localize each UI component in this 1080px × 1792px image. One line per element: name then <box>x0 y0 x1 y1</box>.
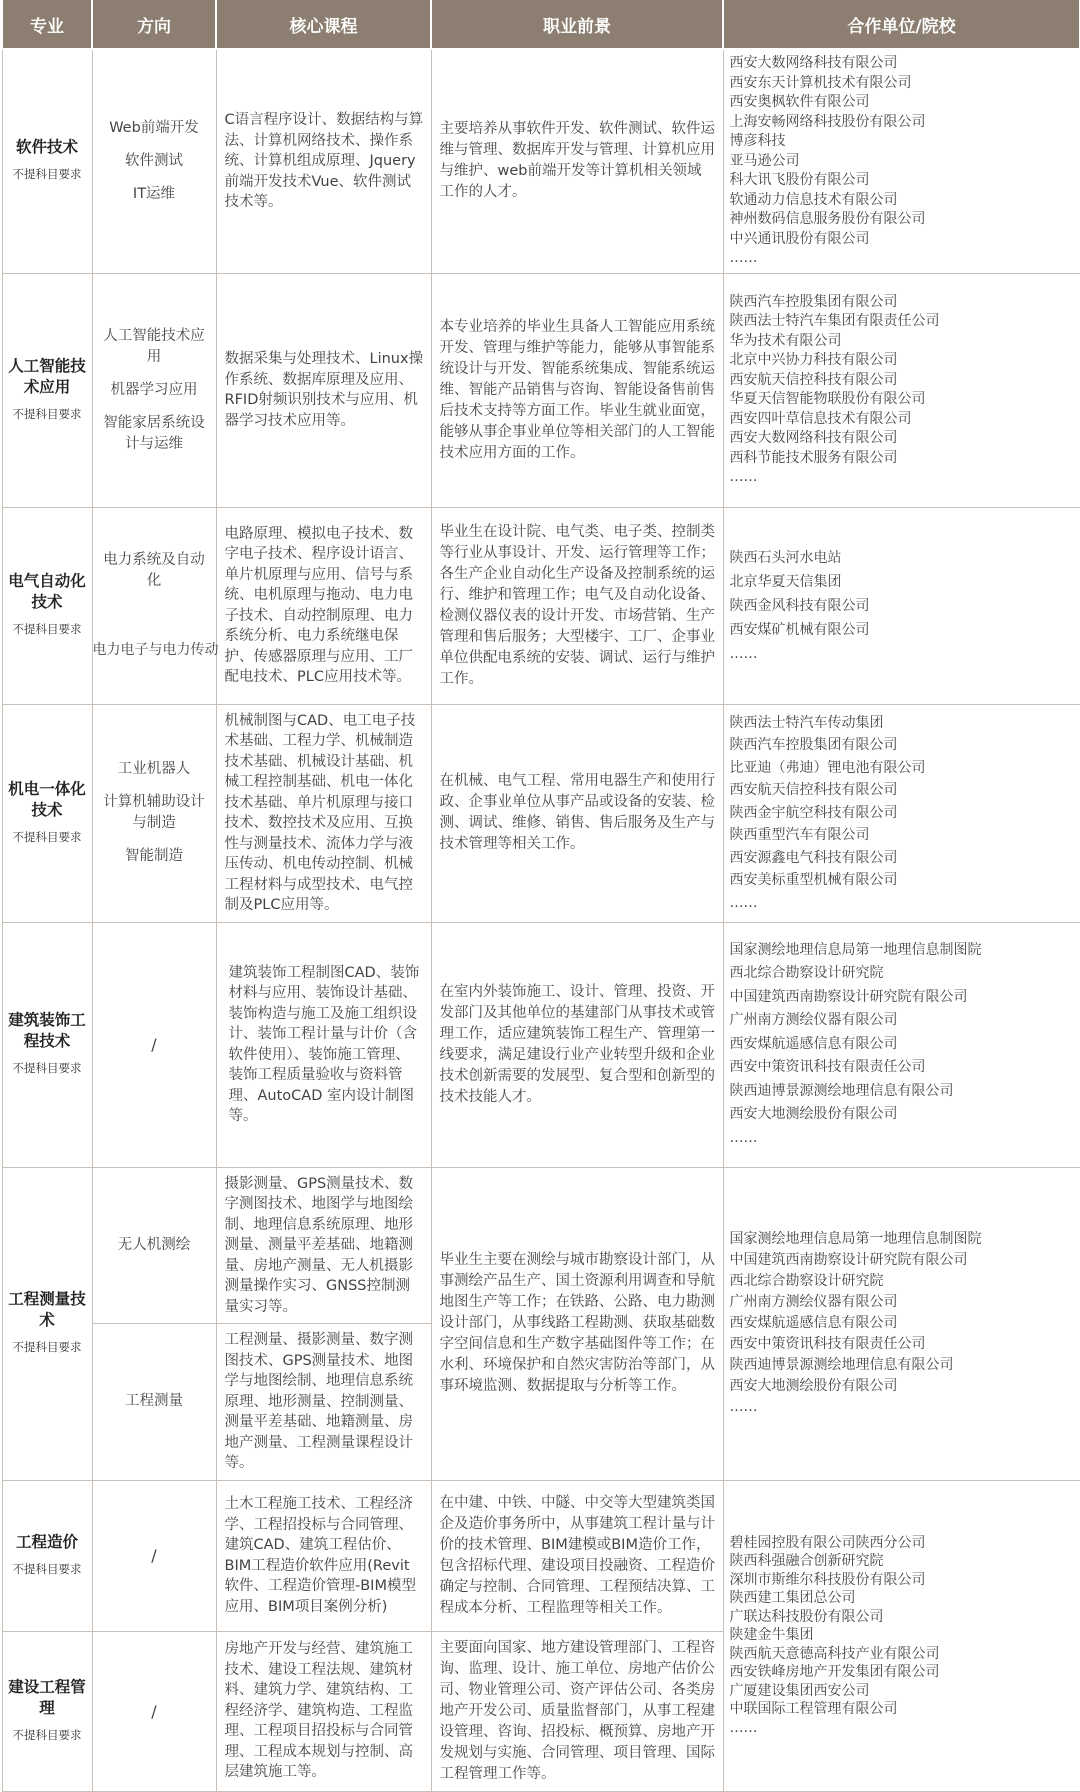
partner-item: 比亚迪（弗迪）锂电池有限公司 <box>729 759 926 776</box>
majors-table <box>1 0 1080 1792</box>
major-cell <box>2 1480 92 1631</box>
direction-cell <box>92 49 216 273</box>
career-cell: 毕业生主要在测绘与城市勘察设计部门，从事测绘产品生产、国土资源利用调查和导航地图生产等工作；在铁路、公路、电力勘测设计部门，从事线路工程勘测、获取基础数字空间信息和生产数字基础图件等工作；在水利、环境保护和自然灾害防治等部门，从事环境监测、数据提取与分析等工作。 <box>431 1167 723 1480</box>
partner-item: 陕西重型汽车有限公司 <box>729 827 870 844</box>
partner-item: …… <box>729 1399 758 1415</box>
partner-item: 华夏天信智能物联股份有限公司 <box>729 391 926 407</box>
major-name: 工程造价 <box>15 1532 78 1551</box>
subject-requirement: 不提科目要求 <box>12 622 82 636</box>
courses-cell: 土木工程施工技术、工程经济学、工程招投标与合同管理、建筑CAD、建筑工程估价、BIM工程造价软件应用(Revit软件、工程造价管理-BIM模型应用、BIM项目案例分析) <box>216 1480 431 1631</box>
partners-cell <box>723 273 1080 507</box>
direction-item: 智能制造 <box>125 848 183 864</box>
partner-item: …… <box>729 250 758 266</box>
header-partners: 合作单位/院校 <box>723 0 1080 49</box>
partner-item: 西北综合勘察设计研究院 <box>729 965 884 982</box>
subject-requirement: 不提科目要求 <box>12 1561 82 1576</box>
partner-item: 西安大地测绘股份有限公司 <box>729 1106 898 1123</box>
header-career: 职业前景 <box>431 0 723 49</box>
subject-requirement: 不提科目要求 <box>12 1340 82 1354</box>
partner-item: 国家测绘地理信息局第一地理信息制图院 <box>729 1231 982 1247</box>
partner-item: 陕西科强融合创新研究院 <box>729 1553 884 1570</box>
partners-cell <box>723 507 1080 704</box>
partner-item: 上海安畅网络科技股份有限公司 <box>729 113 926 130</box>
major-name: 建筑装饰工程技术 <box>8 1011 86 1050</box>
direction-cell <box>92 507 219 704</box>
partner-item: 碧桂园控股有限公司陕西分公司 <box>729 1534 926 1551</box>
major-name: 工程测量技术 <box>8 1290 86 1329</box>
major-name: 软件技术 <box>15 138 78 157</box>
partner-item: 西安航天信控科技有限公司 <box>729 782 898 799</box>
table-row <box>2 49 1080 273</box>
partner-item: 西安源鑫电气科技有限公司 <box>729 849 898 866</box>
major-cell <box>2 507 92 704</box>
subject-requirement: 不提科目要求 <box>12 1061 82 1075</box>
courses-cell: 建筑装饰工程制图CAD、装饰材料与应用、装饰设计基础、装饰构造与施工及施工组织设计、装饰工程计量与计价（含软件使用）、装饰施工管理、装饰工程质量验收与资料管理、AutoCAD 室内设计制图等。 <box>216 922 431 1167</box>
header-courses: 核心课程 <box>216 0 431 49</box>
partner-item: 西安奥枫软件有限公司 <box>729 94 870 110</box>
partner-item: 西安东天计算机技术有限公司 <box>729 74 912 91</box>
partner-item: …… <box>729 1129 758 1146</box>
partner-item: 深圳市斯维尔科技股份有限公司 <box>729 1571 926 1588</box>
partner-item: 西安铁峰房地产开发集团有限公司 <box>729 1664 940 1681</box>
courses-cell: 工程测量、摄影测量、数字测图技术、GPS测量技术、地图学与地图绘制、地理信息系统原理、地形测量、控制测量、测量平差基础、地籍测量、房地产测量、工程测量课程设计等。 <box>216 1324 431 1481</box>
partner-item: 陕建金牛集团 <box>729 1627 814 1644</box>
partner-item: 广联达科技股份有限公司 <box>729 1608 884 1625</box>
courses-cell: C语言程序设计、数据结构与算法、计算机网络技术、操作系统、计算机组成原理、Jquery前端开发技术Vue、软件测试技术等。 <box>216 49 431 273</box>
courses-cell: 数据采集与处理技术、Linux操作系统、数据库原理及应用、RFID射频识别技术与应用、机器学习技术应用等。 <box>216 273 431 507</box>
partner-item: 陕西汽车控股集团有限公司 <box>729 737 898 754</box>
partner-item: 西安大地测绘股份有限公司 <box>729 1378 898 1394</box>
courses-cell: 摄影测量、GPS测量技术、数字测图技术、地图学与地图绘制、地理信息系统原理、地形测量、测量平差基础、地籍测量、房地产测量、无人机摄影测量操作实习、GNSS控制测量实习等。 <box>216 1167 431 1324</box>
table-row <box>2 507 1080 704</box>
major-name: 电气自动化技术 <box>8 572 86 611</box>
table-row <box>2 704 1080 922</box>
career-cell: 主要培养从事软件开发、软件测试、软件运维与管理、数据库开发与管理、计算机应用与维护、web前端开发等计算机相关领域工作的人才。 <box>431 49 723 273</box>
major-cell <box>2 1167 92 1480</box>
direction-item: Web前端开发 <box>109 119 199 136</box>
table-row <box>2 1167 1080 1324</box>
table-row <box>2 273 1080 507</box>
direction-cell: / <box>92 1480 216 1631</box>
partner-item: …… <box>729 1719 758 1736</box>
partner-item: 陕西建工集团总公司 <box>729 1590 856 1607</box>
career-cell: 在室内外装饰施工、设计、管理、投资、开发部门及其他单位的基建部门从事技术或管理工作，适应建筑装饰工程生产、管理第一线要求，满足建设行业产业转型升级和企业技术创新需要的发展型、复合型和创新型的技术技能人才。 <box>431 922 723 1167</box>
partner-item: 西安煤航遥感信息有限公司 <box>729 1035 898 1052</box>
courses-cell: 机械制图与CAD、电工电子技术基础、工程力学、机械制造技术基础、机械设计基础、机械工程控制基础、机电一体化技术基础、单片机原理与接口技术、数控技术及应用、互换性与测量技术、流体力学与液压传动、机电传动控制、机械工程材料与成型技术、电气控制及PLC应用等。 <box>216 704 431 922</box>
header-direction: 方向 <box>92 0 216 49</box>
partner-item: 西安航天信控科技有限公司 <box>729 371 898 388</box>
table-header-row <box>2 0 1080 49</box>
partner-item: 陕西航天意德高科技产业有限公司 <box>729 1645 940 1662</box>
courses-cell: 电路原理、模拟电子技术、数字电子技术、程序设计语言、单片机原理与应用、信号与系统、电机原理与拖动、电力电子技术、自动控制原理、电力系统分析、电力系统继电保护、传感器原理与应用、工厂配电技术、PLC应用技术等。 <box>216 507 431 704</box>
partner-item: 西科节能技术服务有限公司 <box>729 449 898 466</box>
partner-item: 国家测绘地理信息局第一地理信息制图院 <box>729 941 982 958</box>
partners-cell <box>723 704 1080 922</box>
partners-cell <box>723 1167 1080 1480</box>
partner-item: 西北综合勘察设计研究院 <box>729 1273 884 1289</box>
table-row <box>2 1480 1080 1631</box>
partner-item: 西安中策资讯科技有限责任公司 <box>729 1336 926 1352</box>
direction-item: 工业机器人 <box>117 761 191 777</box>
partner-item: …… <box>729 894 758 911</box>
partner-item: …… <box>729 645 758 662</box>
direction-item: 电力系统及自动化 <box>103 552 205 589</box>
partner-item: 中国建筑西南勘察设计研究院有限公司 <box>729 988 968 1005</box>
direction-cell: 工程测量 <box>92 1324 216 1481</box>
partner-item: 中国建筑西南勘察设计研究院有限公司 <box>729 1252 968 1268</box>
partner-item: 陕西迪博景源测绘地理信息有限公司 <box>729 1357 954 1373</box>
partner-item: 中联国际工程管理有限公司 <box>729 1701 898 1718</box>
partner-item: 陕西迪博景源测绘地理信息有限公司 <box>729 1082 954 1099</box>
partner-item: 广厦建设集团西安公司 <box>729 1682 870 1699</box>
major-cell <box>2 922 92 1167</box>
partner-item: 北京中兴协力科技有限公司 <box>729 352 898 368</box>
direction-item: 电力电子与电力传动 <box>92 642 219 658</box>
partner-item: 北京华夏天信集团 <box>729 573 842 590</box>
major-cell <box>2 1631 92 1791</box>
career-cell: 主要面向国家、地方建设管理部门、工程咨询、监理、设计、施工单位、房地产估价公司、物业管理公司、资产评估公司、各类房地产开发公司、质量监督部门，从事工程建设管理、咨询、招投标、概预算、房地产开发规划与实施、合同管理、项目管理、国际工程管理工作等。 <box>431 1631 723 1791</box>
table-row <box>2 922 1080 1167</box>
direction-item: 智能家居系统设计与运维 <box>103 414 205 452</box>
partner-item: 陕西法士特汽车集团有限责任公司 <box>729 313 940 329</box>
subject-requirement: 不提科目要求 <box>12 1727 82 1742</box>
partner-item: 博彦科技 <box>729 133 786 149</box>
direction-item: 计算机辅助设计与制造 <box>103 794 205 831</box>
partners-cell <box>723 49 1080 273</box>
partner-item: 广州南方测绘仪器有限公司 <box>729 1294 898 1310</box>
subject-requirement: 不提科目要求 <box>12 167 82 182</box>
direction-cell: / <box>92 922 216 1167</box>
partner-item: 华为技术有限公司 <box>729 332 842 349</box>
partners-cell <box>723 1480 1080 1791</box>
partner-item: …… <box>729 469 758 485</box>
major-cell <box>2 704 92 922</box>
major-cell <box>2 273 92 507</box>
partner-item: 西安煤航遥感信息有限公司 <box>729 1315 898 1331</box>
subject-requirement: 不提科目要求 <box>12 829 82 844</box>
partner-item: 陕西金风科技有限公司 <box>729 597 870 614</box>
direction-cell: 无人机测绘 <box>92 1167 216 1324</box>
partner-item: 科大讯飞股份有限公司 <box>729 172 870 188</box>
partner-item: 中兴通讯股份有限公司 <box>729 230 870 247</box>
partner-item: 西安美标重型机械有限公司 <box>729 872 898 889</box>
career-cell: 在中建、中铁、中隧、中交等大型建筑类国企及造价事务所中，从事建筑工程计量与计价的技术管理、BIM建模或BIM造价工作，包含招标代理、建设项目投融资、工程造价确定与控制、合同管理、工程预结决算、工程成本分析、工程监理等相关工作。 <box>431 1480 723 1631</box>
career-cell: 毕业生在设计院、电气类、电子类、控制类等行业从事设计、开发、运行管理等工作；各生产企业自动化生产设备及控制系统的运行、维护和管理工作；电气及自动化设备、检测仪器仪表的设计开发、市场营销、生产管理和售后服务；大型楼宇、工厂、企事业单位供配电系统的安装、调试、运行与维护工作。 <box>431 507 723 704</box>
direction-item: 机器学习应用 <box>110 381 198 398</box>
header-major: 专业 <box>2 0 92 49</box>
partners-cell <box>723 922 1080 1167</box>
major-cell <box>2 49 92 273</box>
partner-item: 陕西金宇航空科技有限公司 <box>729 804 898 821</box>
career-cell: 本专业培养的毕业生具备人工智能应用系统开发、管理与维护等能力，能够从事智能系统设计与开发、智能系统集成、智能系统运维、智能产品销售与咨询、智能设备售前售后技术支持等方面工作。毕业生就业面宽，能够从事企事业单位等相关部门的人工智能技术应用方面的工作。 <box>431 273 723 507</box>
partner-item: 广州南方测绘仪器有限公司 <box>729 1012 898 1029</box>
career-cell: 在机械、电气工程、常用电器生产和使用行政、企事业单位从事产品或设备的安装、检测、调试、维修、销售、售后服务及生产与技术管理等相关工作。 <box>431 704 723 922</box>
partner-item: 亚马逊公司 <box>729 152 800 169</box>
partner-item: 西安煤矿机械有限公司 <box>729 621 870 638</box>
major-name: 建设工程管理 <box>8 1677 86 1717</box>
partner-item: 西安四叶草信息技术有限公司 <box>729 410 912 427</box>
partner-item: 西安大数网络科技有限公司 <box>729 55 898 71</box>
partner-item: 西安中策资讯科技有限责任公司 <box>729 1059 926 1076</box>
partner-item: 陕西汽车控股集团有限公司 <box>729 293 898 310</box>
direction-item: 软件测试 <box>125 152 183 169</box>
direction-cell: / <box>92 1631 216 1791</box>
major-name: 机电一体化技术 <box>8 779 86 819</box>
partner-item: 陕西法士特汽车传动集团 <box>729 714 884 731</box>
partner-item: 西安大数网络科技有限公司 <box>729 430 898 446</box>
partner-item: 陕西石头河水电站 <box>729 549 842 566</box>
direction-cell <box>92 704 216 922</box>
partner-item: 神州数码信息服务股份有限公司 <box>729 211 926 227</box>
direction-item: 人工智能技术应用 <box>103 327 205 365</box>
partner-item: 软通动力信息技术有限公司 <box>729 191 898 208</box>
direction-cell <box>92 273 216 507</box>
subject-requirement: 不提科目要求 <box>12 406 82 421</box>
direction-item: IT运维 <box>132 185 176 202</box>
courses-cell: 房地产开发与经营、建筑施工技术、建设工程法规、建筑材料、建筑力学、建筑结构、工程经济学、建筑构造、工程监理、工程项目招投标与合同管理、工程成本规划与控制、高层建筑施工等。 <box>216 1631 431 1791</box>
major-name: 人工智能技术应用 <box>8 356 86 396</box>
